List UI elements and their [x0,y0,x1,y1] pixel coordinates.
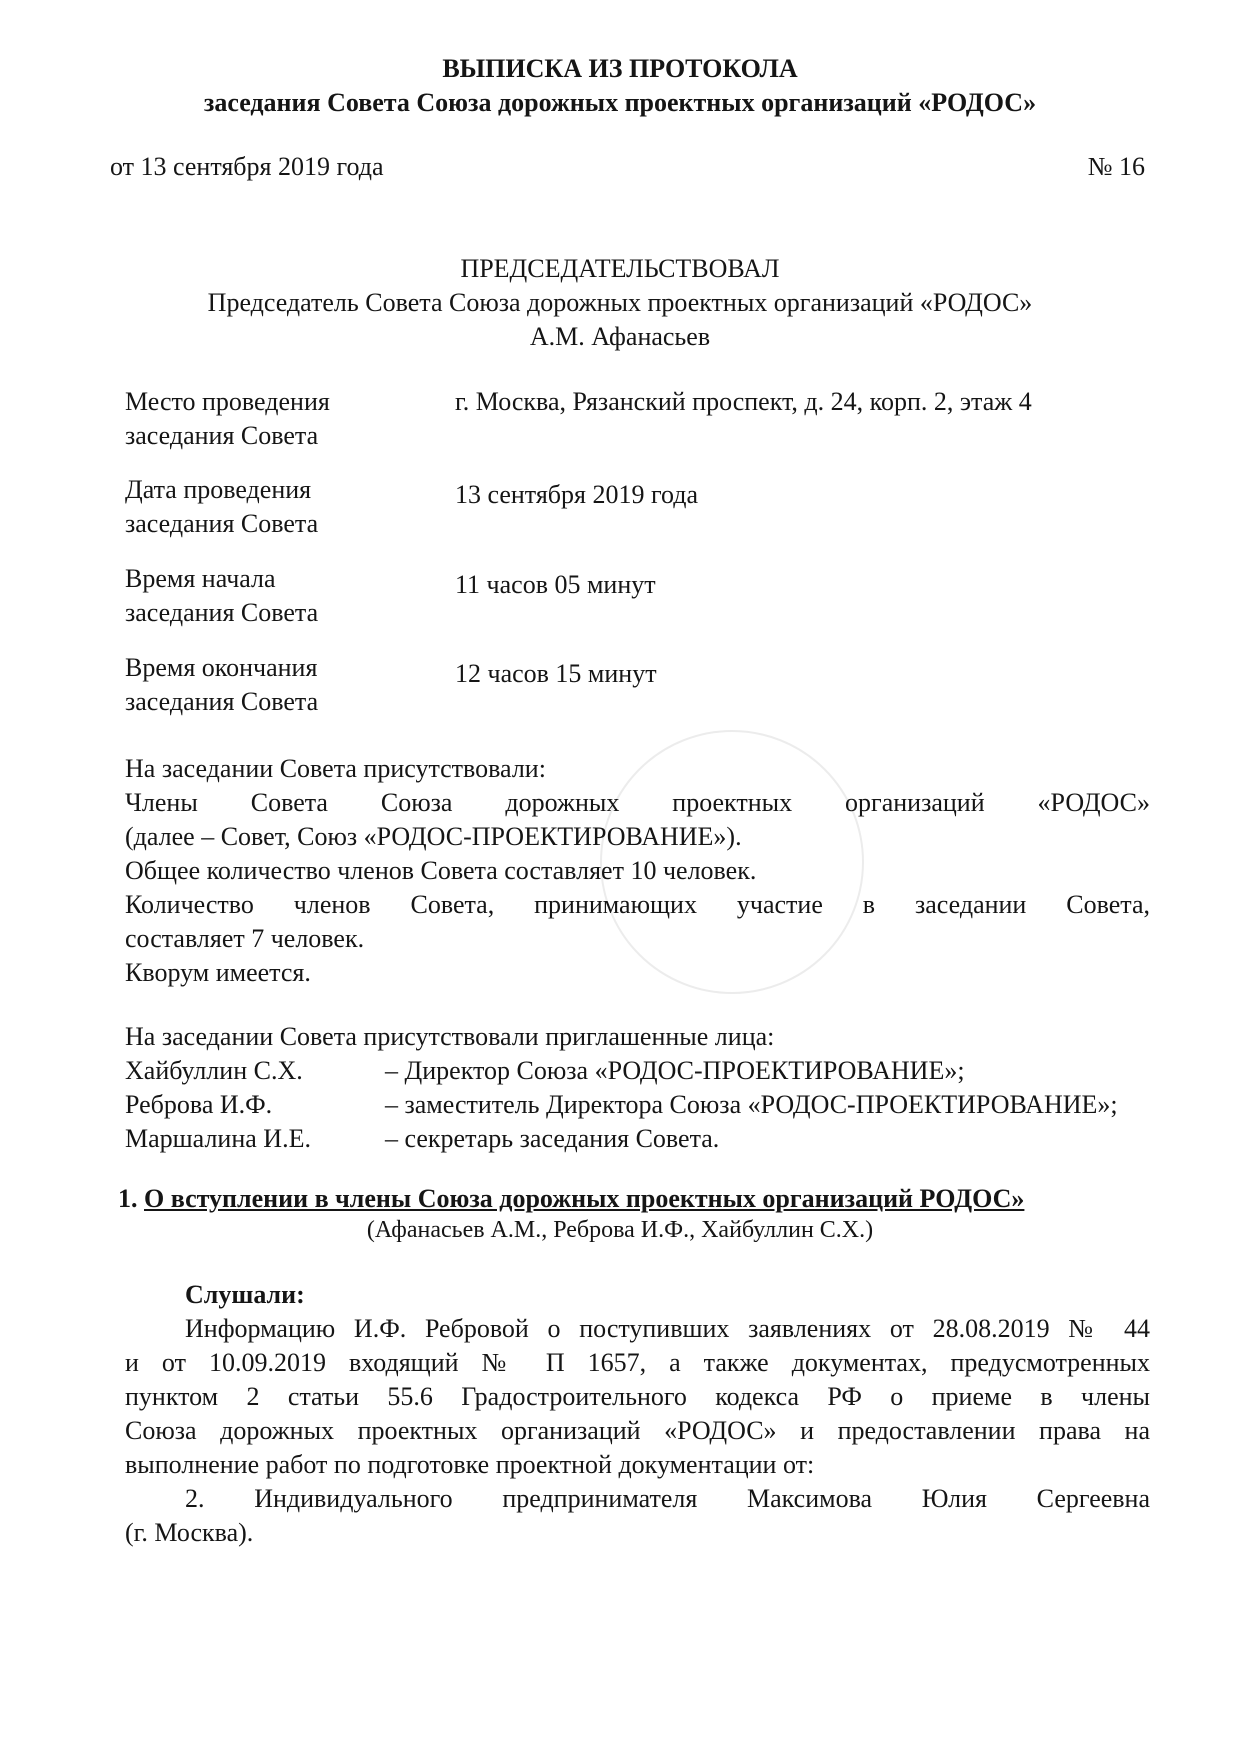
attendance-members-line: Члены Совета Союза дорожных проектных организаций «РОДОС» [125,788,1150,817]
applicant-line: (г. Москва). [125,1518,254,1547]
agenda-item-number: 1. [118,1184,144,1213]
heard-paragraph [125,1312,1150,1550]
attendance-total: Общее количество членов Совета составляет 10 человек. [125,856,757,885]
agenda-item-title-text: О вступлении в члены Союза дорожных проектных организаций РОДОС» [144,1184,1025,1213]
chair-position: Председатель Совета Союза дорожных проектных организаций «РОДОС» [207,288,1033,317]
agenda-item-title [118,1182,1024,1216]
invited-person-name: Хайбуллин С.Х. [125,1056,303,1085]
meeting-place-value: г. Москва, Рязанский проспект, д. 24, корп. 2, этаж 4 [455,387,1032,416]
heard-line: выполнение работ по подготовке проектной документации от: [125,1450,815,1479]
heard-label: Слушали: [185,1280,305,1309]
invited-person-role: – заместитель Директора Союза «РОДОС-ПРОЕКТИРОВАНИЕ»; [385,1090,1118,1119]
invited-person [125,1088,1225,1122]
meeting-end-value: 12 часов 15 минут [455,659,657,688]
invited-person [125,1054,1225,1088]
chair-heading: ПРЕДСЕДАТЕЛЬСТВОВАЛ [460,254,780,283]
info-label: заседания Совета [125,421,319,450]
invited-person-name: Маршалина И.Е. [125,1124,311,1153]
invited-person-role: – Директор Союза «РОДОС-ПРОЕКТИРОВАНИЕ»; [385,1056,965,1085]
attendance-quorum: Кворум имеется. [125,958,311,987]
attendance-participating-line: Количество членов Совета, принимающих участие в заседании Совета, [125,890,1150,919]
heard-line: пунктом 2 статьи 55.6 Градостроительного кодекса РФ о приеме в члены [125,1382,1150,1411]
attendance-intro: На заседании Совета присутствовали: [125,754,546,783]
document-subtitle: заседания Совета Союза дорожных проектных организаций «РОДОС» [203,88,1037,117]
heard-line: и от 10.09.2019 входящий № П 1657, а также документах, предусмотренных [125,1348,1150,1377]
agenda-item-speakers: (Афанасьев А.М., Реброва И.Ф., Хайбуллин С.Х.) [366,1217,874,1243]
info-label: Дата проведения [125,475,312,504]
info-label: Время начала [125,564,276,593]
meeting-info-row [125,385,330,453]
heard-line: Союза дорожных проектных организаций «РОДОС» и предоставлении права на [125,1416,1150,1445]
info-label: заседания Совета [125,509,319,538]
invited-intro: На заседании Совета присутствовали приглашенные лица: [125,1022,775,1051]
attendance-participating-line: составляет 7 человек. [125,924,365,953]
info-label: заседания Совета [125,598,319,627]
meeting-info-row [125,562,318,630]
invited-person-role: – секретарь заседания Совета. [385,1124,720,1153]
applicant-line: 2. Индивидуального предпринимателя Максимова Юлия Сергеевна [185,1484,1150,1513]
info-label: Время окончания [125,653,318,682]
info-label: заседания Совета [125,687,319,716]
attendance-block [125,752,1150,990]
protocol-date: от 13 сентября 2019 года [110,152,384,181]
meeting-info-row [125,473,318,541]
protocol-number: № 16 [1087,152,1145,181]
invited-block [125,1020,1225,1156]
info-label: Место проведения [125,387,330,416]
meeting-start-value: 11 часов 05 минут [455,570,656,599]
chair-name: А.М. Афанасьев [529,322,711,351]
invited-person [125,1122,1225,1156]
invited-person-name: Реброва И.Ф. [125,1090,273,1119]
heard-line: Информацию И.Ф. Ребровой о поступивших заявлениях от 28.08.2019 № 44 [185,1314,1150,1343]
attendance-members-line: (далее – Совет, Союз «РОДОС-ПРОЕКТИРОВАНИЕ»). [125,822,742,851]
meeting-date-value: 13 сентября 2019 года [455,480,699,509]
document-title: ВЫПИСКА ИЗ ПРОТОКОЛА [442,54,798,83]
meeting-info-row [125,651,318,719]
